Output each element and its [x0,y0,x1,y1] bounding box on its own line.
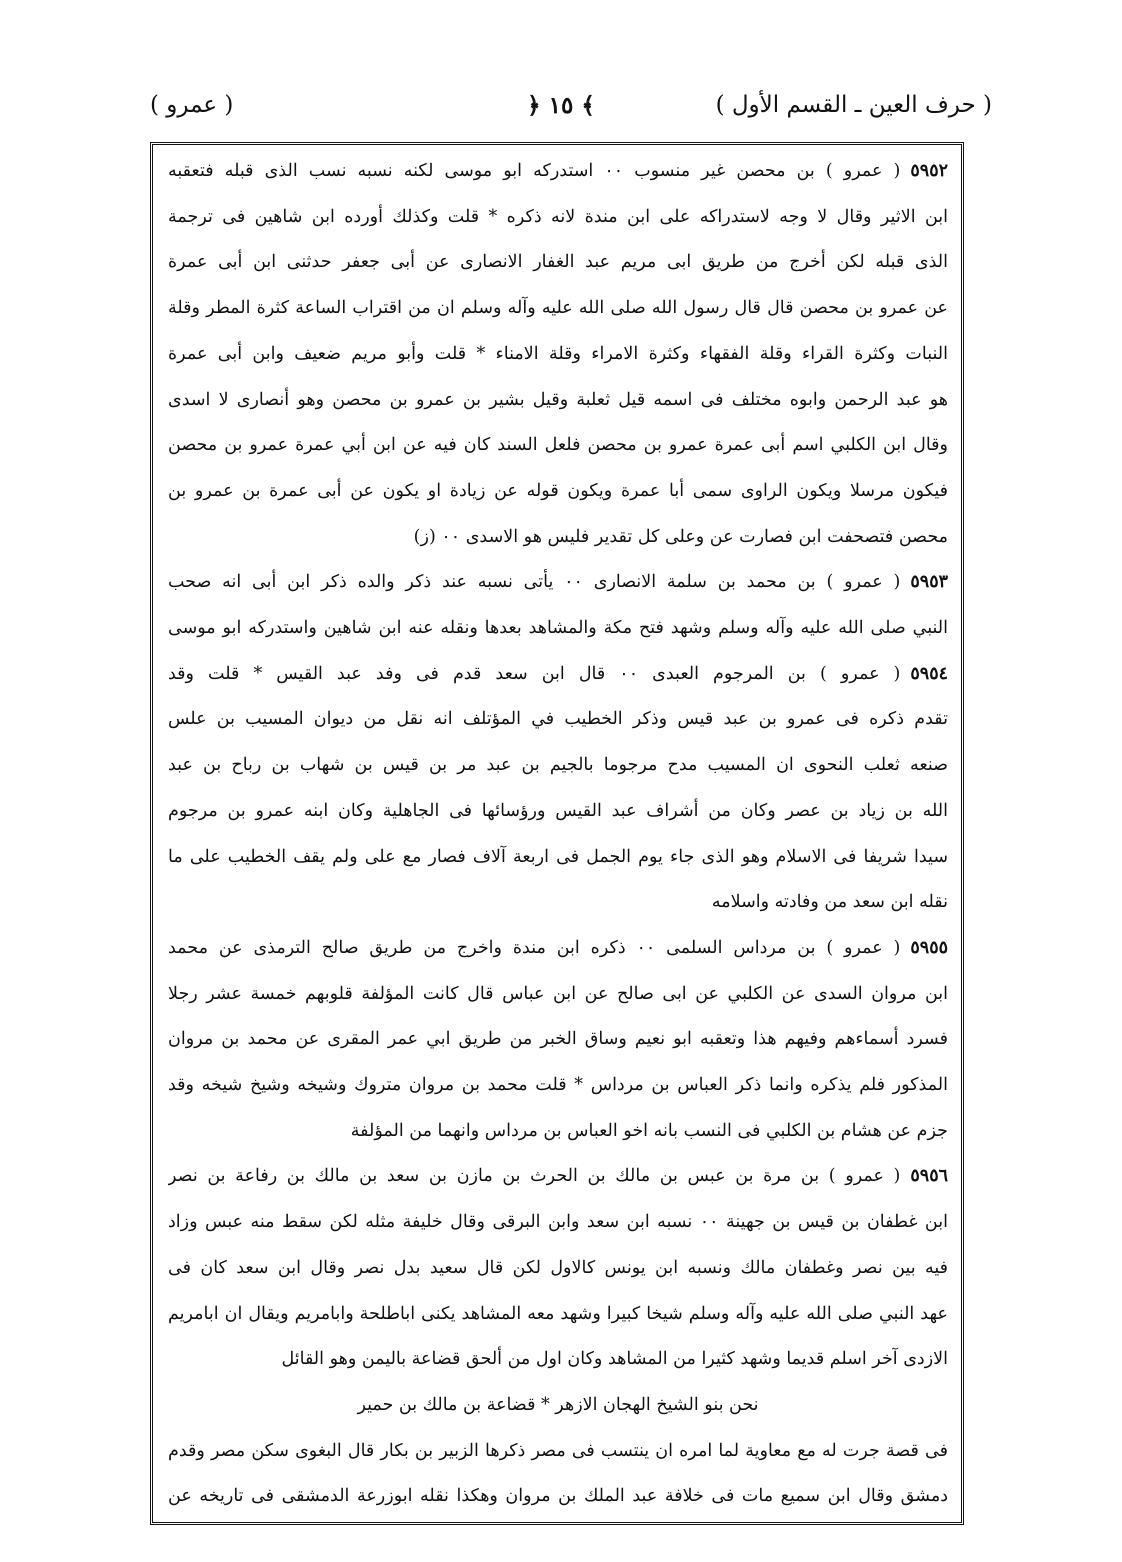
text-line [168,794,948,828]
entry-first-line [168,565,948,599]
text-line [168,748,948,782]
text-line [168,520,948,554]
text-line [168,1434,948,1468]
line-text: ابن مروان السدى عن الكلبي عن ابى صالح عن ابن عباس قال كانت المؤلفة قلوبهم خمسة عشر رجلا [168,983,948,1004]
line-text: الله بن زياد بن عصر وكان من أشراف عبد القيس ورؤسائها فى الجاهلية وكان ابنه عمرو بن مرجوم [168,800,948,821]
line-text: ( عمرو ) بن المرجوم العبدى ٠٠ قال ابن سعد قدم فى وفد عبد القيس * قلت وقد [168,663,901,684]
entry-number: ٥٩٥٤ [910,663,948,684]
text-line [168,1251,948,1285]
text-line [168,1342,948,1376]
line-text: نحن بنو الشيخ الهجان الازهر * قضاعة بن مالك بن حمير [357,1394,759,1415]
line-text: جزم عن هشام بن الكلبي فى النسب بانه اخو العباس بن مرداس وانهما من المؤلفة [350,1120,948,1141]
text-line [168,1068,948,1102]
text-line [168,1114,948,1148]
line-text: ( عمرو ) بن محصن غير منسوب ٠٠ استدركه ابو موسى لكنه نسبه نسب الذى قبله فتعقبه [168,161,901,181]
text-line [168,611,948,645]
line-text: نقله ابن سعد من وفادته واسلامه [711,892,948,913]
line-text: دمشق وقال ابن سميع مات فى خلافة عبد الملك بن مروان وهكذا نقله ابوزرعة الدمشقى فى تاريخه عن [168,1486,948,1507]
line-text: وقال ابن الكلبي اسم أبى عمرة عمرو بن محصن فلعل السند كان فيه عن ابن أبي عمرة عمرو بن محصن [168,435,948,456]
line-text: هو عبد الرحمن وابوه مختلف فى اسمه قيل ثعلبة وقيل بشير بن عمرو بن محصن وهو أنصارى لا اسدى [168,389,948,410]
text-line [168,337,948,371]
line-text: عهد النبي صلى الله عليه وآله وسلم شيخا كبيرا وشهد معه المشاهد يكنى اباطلحة وابامريم ويقال ان ابامريم [168,1303,948,1324]
text-line [168,702,948,736]
line-text: فسرد أسماءهم وفيهم هذا وتعقبه ابو نعيم وساق الخبر من طريق ابي عمر المقرى عن محمد بن مروان [168,1029,948,1050]
page-header [150,92,992,132]
text-line [168,200,948,234]
text-line [168,1479,948,1513]
text-line [168,428,948,462]
line-text: ( عمرو ) بن مرة بن عبس بن مالك بن الحرث بن مازن بن سعد بن مالك بن رفاعة بن نصر [168,1166,901,1187]
line-text: الازدى آخر اسلم قديما وشهد كثيرا من المشاهد وكان اول من ألحق قضاعة باليمن وهو القائل [281,1349,948,1370]
line-text: ابن الاثير وقال لا وجه لاستدراكه على ابن مندة لانه ذكره * قلت وكذلك أورده ابن شاهين فى ترجمة [168,206,948,227]
entry-first-line [168,931,948,965]
text-line [168,474,948,508]
line-text: سيدا شريفا فى الاسلام وهو الذى جاء يوم الجمل فى اربعة آلاف فصار مع على ولم يقف الخطيب على ما [168,846,948,867]
line-text: النبي صلى الله عليه وآله وسلم وشهد فتح مكة والمشاهد بعدها ونقله عنه ابن شاهين واستدركه ابو موسى [168,618,948,638]
text-line [168,1205,948,1239]
text-line [168,383,948,417]
line-text: النبات وكثرة القراء وقلة الفقهاء وكثرة الامراء وقلة الامناء * قلت وأبو مريم ضعيف وابن أبى عمرة [168,343,948,364]
header-chapter-title: ( حرف العين ـ القسم الأول ) [715,92,992,118]
text-line [168,1388,948,1422]
line-text: محصن فتصحفت ابن فصارت عن وعلى كل تقدير فليس هو الاسدى ٠٠ (ز) [413,526,948,547]
line-text: ( عمرو ) بن مرداس السلمى ٠٠ ذكره ابن مندة واخرج من طريق صالح الترمذى عن محمد [168,937,901,958]
entry-number: ٥٩٥٥ [910,937,948,958]
entry-number: ٥٩٥٢ [910,161,948,181]
header-entry-name: ( عمرو ) [150,92,234,118]
entry-number: ٥٩٥٦ [910,1166,948,1187]
text-line [168,840,948,874]
line-text: ( عمرو ) بن محمد بن سلمة الانصارى ٠٠ يأتى نسبه عند ذكر والده ذكر ابن أبى انه صحب [168,572,901,593]
line-text: صنعه ثعلب النحوى ان المسيب مدح مرجوما بالجيم بن عبد مر بن قيس بن شهاب بن رباح بن عبد [168,755,948,776]
text-line [168,977,948,1011]
line-text: فيكون مرسلا ويكون الراوى سمى أبا عمرة ويكون قوله عن زيادة او يكون عن أبى عمرة بن عمرو بن [168,480,948,501]
entry-first-line [168,657,948,691]
line-text: فى قصة جرت له مع معاوية لما امره ان ينتسب فى مصر ذكرها الزبير بن بكار قال البغوى سكن مصر وقدم [168,1440,948,1461]
entry-number: ٥٩٥٣ [910,572,948,593]
line-text: عن عمرو بن محصن قال قال رسول الله صلى الله عليه وآله وسلم ان من اقتراب الساعة كثرة المطر وقلة [168,298,948,319]
text-line [168,245,948,279]
line-text: ابن غطفان بن قيس بن جهينة ٠٠ نسبه ابن سعد وابن البرقى وقال خليفة مثله لكن سقط منه عبس وزاد [168,1212,948,1233]
text-line [168,1297,948,1331]
page-number: ﴾ ١٥ ﴿ [527,92,595,119]
entry-first-line [168,1159,948,1193]
entry-first-line [168,154,948,188]
line-text: المذكور فلم يذكره وانما ذكر العباس بن مرداس * قلت محمد بن مروان متروك وشيخه وشيخ شيخه وقد [168,1075,948,1095]
text-line [168,291,948,325]
text-line [168,1022,948,1056]
line-text: الذى قبله لكن أخرج من طريق ابى مريم عبد الغفار الانصارى عن أبى جعفر حدثنى ابن أبى عمرة [168,252,948,273]
line-text: تقدم ذكره فى عمرو بن عبد قيس وذكر الخطيب في المؤتلف انه نقل من ديوان المسيب بن علس [168,709,948,730]
line-text: فيه بين نصر وغطفان مالك ونسبه ابن يونس كالاول لكن قال سعيد بدل نصر وقال ابن سعد كان فى [168,1257,948,1278]
text-line [168,885,948,919]
